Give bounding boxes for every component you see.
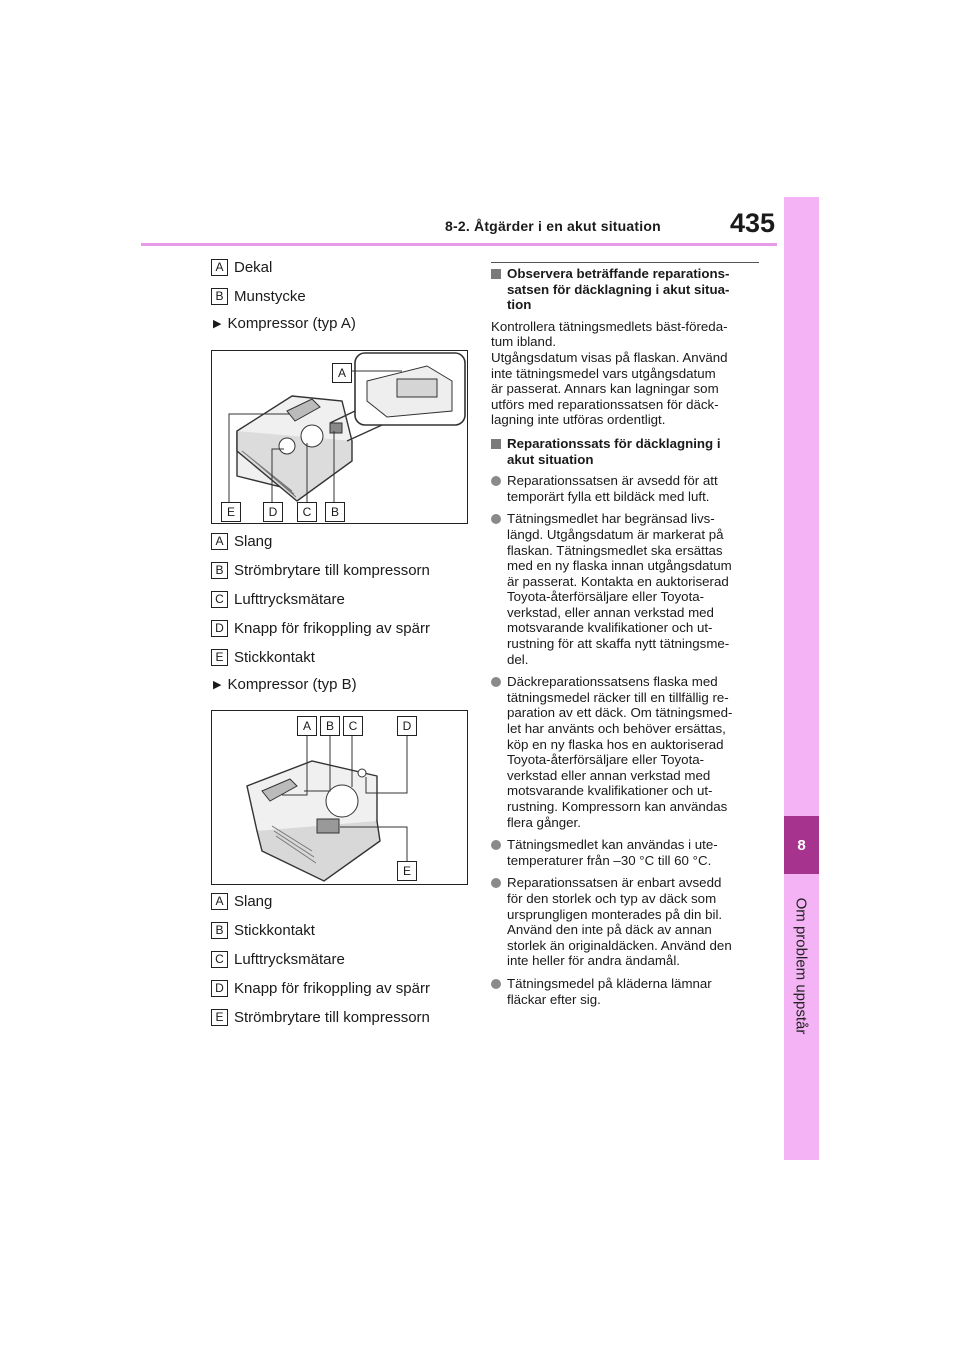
label-text: Munstycke xyxy=(234,287,306,305)
label-text: Stickkontakt xyxy=(234,648,315,666)
text-line: flera gånger. xyxy=(507,814,581,830)
label-item xyxy=(211,257,272,277)
label-tag: C xyxy=(211,591,228,608)
note-paragraph xyxy=(491,319,759,428)
text-line: längd. Utgångsdatum är markerat på xyxy=(507,526,724,542)
triangle-bullet-icon: ▶ xyxy=(213,679,222,691)
triangle-bullet-icon: ▶ xyxy=(213,318,222,330)
text-line: verkstad eller annan verkstad med xyxy=(507,767,711,783)
round-bullet-icon xyxy=(491,979,501,989)
label-tag: B xyxy=(211,288,228,305)
label-item xyxy=(211,1007,430,1027)
text-line: del. xyxy=(507,651,529,667)
label-text: Knapp för frikoppling av spärr xyxy=(234,619,430,637)
label-text: Strömbrytare till kompressorn xyxy=(234,561,430,579)
figure-tag: D xyxy=(263,502,283,522)
label-tag: E xyxy=(211,649,228,666)
label-text: Slang xyxy=(234,892,273,910)
figure-tag: E xyxy=(397,861,417,881)
text-line: Använd den inte på däck av annan xyxy=(507,922,712,938)
figure-tag: B xyxy=(325,502,345,522)
figure-tag: A xyxy=(297,716,317,736)
figure-tag: C xyxy=(343,716,363,736)
label-item xyxy=(211,560,430,580)
bullet-item xyxy=(491,875,759,969)
note-heading-line: satsen för däcklagning i akut situa- xyxy=(507,281,730,297)
text-line: rustning. Kompressorn kan användas xyxy=(507,799,728,814)
text-line: paration av ett däck. Om tätningsmed- xyxy=(507,705,733,721)
compressor-a-heading-text: Kompressor (typ A) xyxy=(227,315,356,332)
text-line: storlek än originaldäcken. Använd den xyxy=(507,937,732,953)
text-line: för den storlek och typ av däck som xyxy=(507,890,717,906)
compressor-a-illustration xyxy=(211,350,468,524)
round-bullet-icon xyxy=(491,514,501,524)
label-item xyxy=(211,891,272,911)
label-item xyxy=(211,949,345,969)
text-line: Tätningsmedlet kan användas i ute- xyxy=(507,837,718,853)
text-line: utförs med reparationssatsen för däck- xyxy=(491,396,719,412)
label-tag: C xyxy=(211,951,228,968)
square-bullet-icon xyxy=(491,269,501,279)
bullet-item xyxy=(491,511,759,667)
text-line: ursprungligen monterades på din bil. xyxy=(507,906,723,922)
label-item xyxy=(211,647,315,667)
label-item xyxy=(211,618,430,638)
label-item xyxy=(211,589,345,609)
page-number: 435 xyxy=(729,208,775,238)
chapter-number: 8 xyxy=(784,816,819,874)
label-tag: D xyxy=(211,620,228,637)
text-line: tum ibland. xyxy=(491,334,557,350)
square-bullet-icon xyxy=(491,439,501,449)
note-heading xyxy=(491,436,759,467)
label-tag: A xyxy=(211,259,228,276)
figure-tag: B xyxy=(320,716,340,736)
text-line: flaskan. Tätningsmedlet ska ersättas xyxy=(507,542,723,558)
text-line: temperaturer från –30 °C till 60 °C. xyxy=(507,852,712,868)
note-heading-line: tion xyxy=(507,297,532,313)
text-line: lagning inte utföras ordentligt. xyxy=(491,412,666,428)
section-title: 8-2. Åtgärder i en akut situation xyxy=(445,218,661,234)
note-heading-line: Reparationssats för däcklagning i xyxy=(507,435,721,451)
note-heading xyxy=(491,266,759,313)
label-tag: D xyxy=(211,980,228,997)
text-line: fläckar efter sig. xyxy=(507,991,601,1007)
text-line: Reparationssatsen är avsedd för att xyxy=(507,473,718,489)
text-line: är passerat. Annars kan lagningar som xyxy=(491,381,719,397)
text-line: är passerat. Kontakta en auktoriserad xyxy=(507,573,729,589)
figure-tag: C xyxy=(297,502,317,522)
text-line: motsvarande kvalifikationer och ut- xyxy=(507,783,713,799)
label-tag: A xyxy=(211,893,228,910)
label-text: Knapp för frikoppling av spärr xyxy=(234,979,430,997)
section-rule xyxy=(491,262,759,263)
text-line: let har använts och behöver ersättas, xyxy=(507,721,726,737)
text-line: Toyota-återförsäljare eller Toyota- xyxy=(507,589,705,605)
text-line: Toyota-återförsäljare eller Toyota- xyxy=(507,752,705,768)
text-line: Tätningsmedlet har begränsad livs- xyxy=(507,511,715,527)
label-tag: B xyxy=(211,922,228,939)
label-tag: A xyxy=(211,533,228,550)
text-line: motsvarande kvalifikationer och ut- xyxy=(507,620,713,636)
text-line: temporärt fylla ett bildäck med luft. xyxy=(507,488,710,504)
compressor-b-drawing xyxy=(212,711,467,884)
text-line: Reparationssatsen är enbart avsedd xyxy=(507,875,722,891)
text-line: Däckreparationssatsens flaska med xyxy=(507,674,718,690)
label-item xyxy=(211,531,272,551)
bullet-item xyxy=(491,674,759,830)
compressor-b-heading-text: Kompressor (typ B) xyxy=(227,676,357,693)
figure-tag: A xyxy=(332,363,352,383)
text-line: verkstad, eller annan verkstad med xyxy=(507,604,714,620)
text-line: Tätningsmedel på kläderna lämnar xyxy=(507,975,712,991)
figure-tag: D xyxy=(397,716,417,736)
label-tag: E xyxy=(211,1009,228,1026)
round-bullet-icon xyxy=(491,476,501,486)
figure-tag: E xyxy=(221,502,241,522)
chapter-label: Om problem uppstår xyxy=(792,897,810,1035)
note-heading-line: akut situation xyxy=(507,451,594,467)
label-text: Strömbrytare till kompressorn xyxy=(234,1008,430,1026)
text-line: Kontrollera tätningsmedlets bäst-föreda- xyxy=(491,318,728,334)
compressor-b-heading xyxy=(211,676,357,693)
label-item xyxy=(211,920,315,940)
text-line: inte heller för andra ändamål. xyxy=(507,953,680,969)
label-text: Dekal xyxy=(234,258,273,276)
bullet-item xyxy=(491,976,759,1007)
label-text: Lufttrycksmätare xyxy=(234,590,345,608)
header-rule xyxy=(141,243,777,246)
note-heading-line: Observera beträffande reparations- xyxy=(507,266,730,281)
round-bullet-icon xyxy=(491,878,501,888)
round-bullet-icon xyxy=(491,677,501,687)
text-line: inte tätningsmedel vars utgångsdatum xyxy=(491,365,716,381)
label-item xyxy=(211,978,430,998)
compressor-b-illustration xyxy=(211,710,468,885)
text-line: med en ny flaska innan utgångsdatum xyxy=(507,558,732,574)
compressor-a-heading xyxy=(211,315,356,332)
bullet-item xyxy=(491,837,759,868)
notes-column xyxy=(491,262,759,1014)
label-tag: B xyxy=(211,562,228,579)
label-item xyxy=(211,286,306,306)
text-line: tätningsmedel räcker till en tillfällig re- xyxy=(507,689,729,705)
bullet-item xyxy=(491,473,759,504)
text-line: köp en ny flaska hos en auktoriserad xyxy=(507,736,724,752)
label-text: Lufttrycksmätare xyxy=(234,950,345,968)
text-line: rustning för att skaffa nytt tätningsme- xyxy=(507,636,730,652)
text-line: Utgångsdatum visas på flaskan. Använd xyxy=(491,349,728,365)
label-text: Slang xyxy=(234,532,273,550)
round-bullet-icon xyxy=(491,840,501,850)
label-text: Stickkontakt xyxy=(234,921,315,939)
